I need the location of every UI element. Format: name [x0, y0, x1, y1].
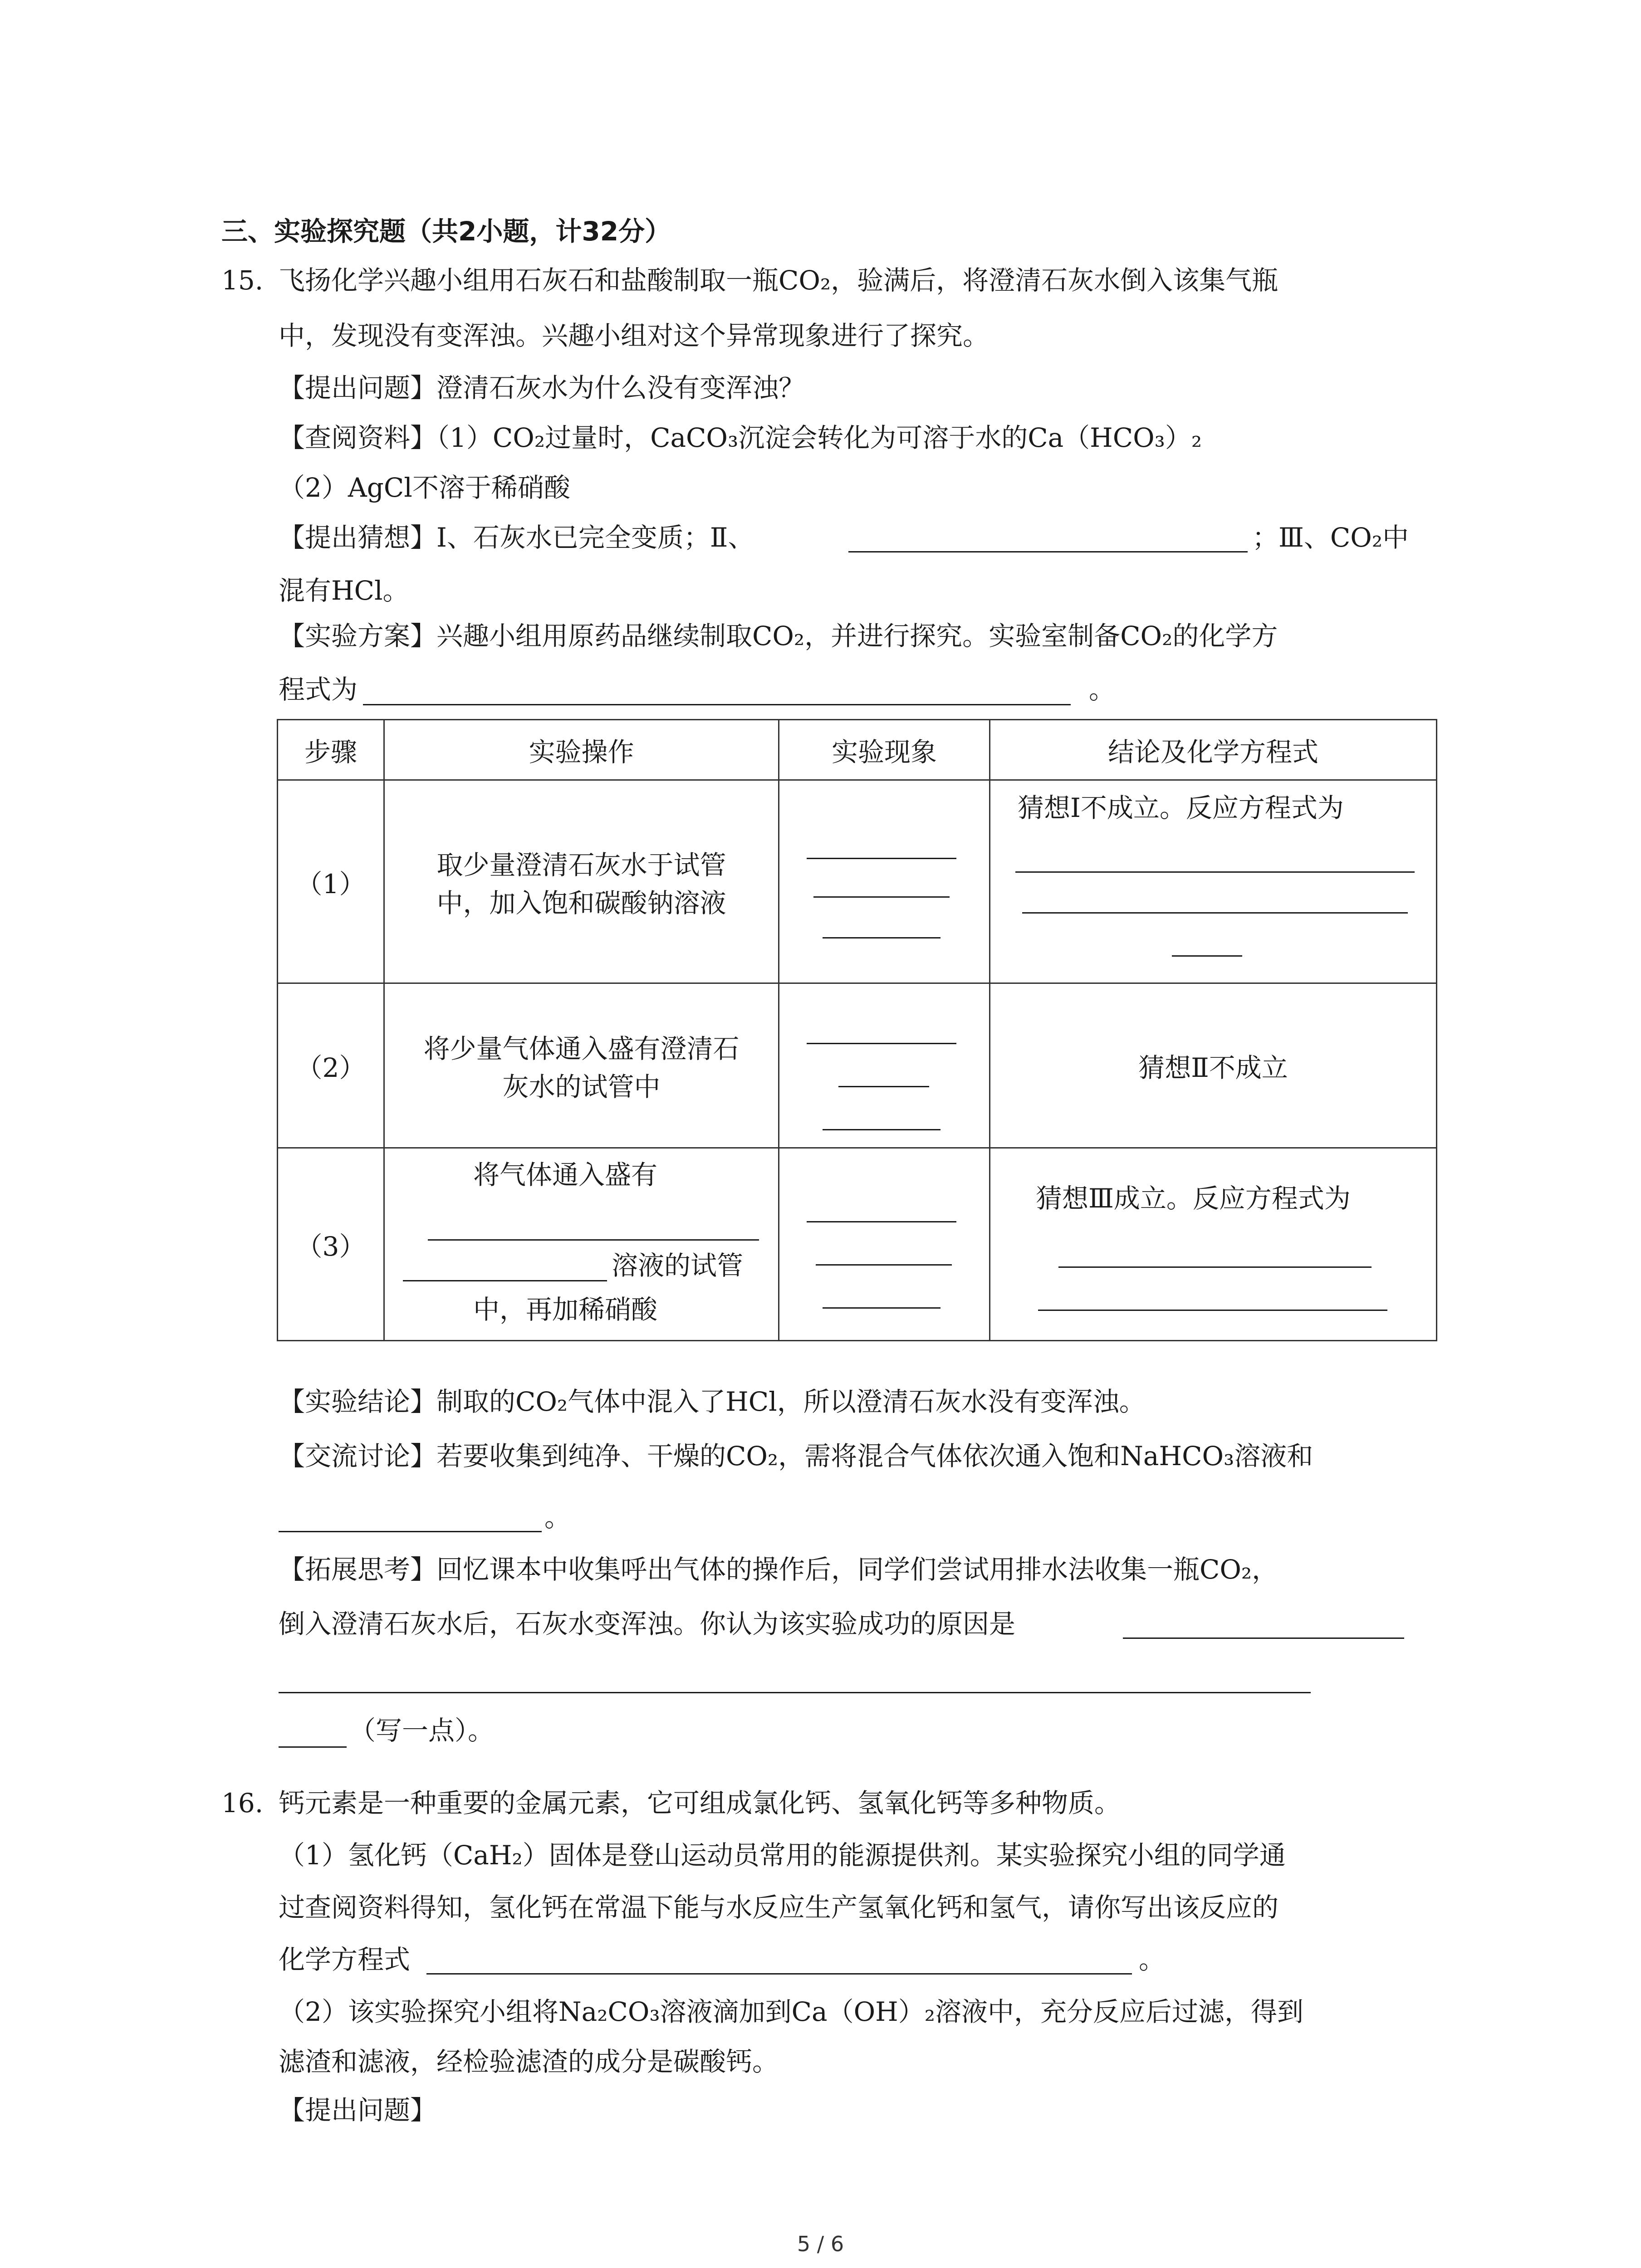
q16-equation-blank[interactable] — [426, 1973, 1132, 1975]
q16-line6: 滤渣和滤液，经检验滤渣的成分是碳酸钙。 — [279, 2046, 779, 2077]
row3-equation-blank-2[interactable] — [1038, 1310, 1387, 1311]
row1-step: （1） — [278, 780, 384, 983]
row3-equation-blank-1[interactable] — [1058, 1266, 1372, 1268]
q15-intro-line2: 中，发现没有变浑浊。兴趣小组对这个异常现象进行了探究。 — [279, 320, 989, 351]
q16-line5: （2）该实验探究小组将Na₂CO₃溶液滴加到Ca（OH）₂溶液中，充分反应后过滤，得到 — [279, 1996, 1304, 2027]
extend-blank-2[interactable] — [279, 1692, 1311, 1693]
q15-question: 【提出问题】澄清石灰水为什么没有变浑浊？ — [279, 372, 805, 403]
row3-phenomenon-blank-3[interactable] — [823, 1307, 941, 1309]
row3-step: （3） — [278, 1148, 384, 1341]
header-phenomenon: 实验现象 — [779, 720, 990, 780]
row3-op-line3: 中，再加稀硝酸 — [473, 1294, 658, 1325]
row3-op-line2: 溶液的试管 — [612, 1250, 744, 1281]
row3-phenomenon-blank-1[interactable] — [807, 1221, 956, 1222]
q15-extend-line1: 【拓展思考】回忆课本中收集呼出气体的操作后，同学们尝试用排水法收集一瓶CO₂， — [279, 1554, 1279, 1585]
extend-blank-3[interactable] — [279, 1746, 347, 1748]
table-header-row — [278, 720, 1437, 780]
table-row — [278, 983, 1437, 1148]
row2-op-line1: 将少量气体通入盛有澄清石 — [423, 1033, 740, 1064]
guess-blank[interactable] — [848, 551, 1248, 552]
row2-phenomenon-blank-2[interactable] — [838, 1086, 929, 1087]
q15-discussion-end: 。 — [544, 1502, 571, 1533]
q16-line7: 【提出问题】 — [279, 2095, 437, 2126]
q15-guess-c: 混有HCl。 — [279, 575, 409, 606]
q15-plan-line2-b: 。 — [1089, 674, 1116, 705]
row3-phenomenon — [779, 1148, 990, 1341]
table-row — [278, 780, 1437, 983]
row3-phenomenon-blank-2[interactable] — [816, 1264, 952, 1266]
q16-line4-b: 。 — [1139, 1944, 1166, 1975]
q16-line3: 过查阅资料得知，氢化钙在常温下能与水反应生产氢氧化钙和氢气，请你写出该反应的 — [279, 1892, 1279, 1923]
row3-conclusion — [990, 1148, 1437, 1341]
q16-line4-a: 化学方程式 — [279, 1944, 411, 1975]
row1-conclusion — [990, 780, 1437, 983]
table-row — [278, 1148, 1437, 1341]
row1-phenomenon-blank-1[interactable] — [807, 858, 956, 859]
q15-guess-b: ；Ⅲ、CO₂中 — [1252, 522, 1409, 553]
q15-intro-line1: 飞扬化学兴趣小组用石灰石和盐酸制取一瓶CO₂，验满后，将澄清石灰水倒入该集气瓶 — [279, 265, 1279, 296]
q15-number: 15. — [221, 265, 264, 296]
header-conclusion: 结论及化学方程式 — [990, 720, 1437, 780]
row1-phenomenon-blank-3[interactable] — [823, 937, 941, 938]
q15-info2: （2）AgCl不溶于稀硝酸 — [279, 472, 570, 503]
header-operation: 实验操作 — [384, 720, 779, 780]
page-number: 5 / 6 — [797, 2232, 844, 2256]
row2-phenomenon — [779, 983, 990, 1148]
q15-info1: 【查阅资料】（1）CO₂过量时，CaCO₃沉淀会转化为可溶于水的Ca（HCO₃）₂ — [279, 422, 1202, 453]
q15-plan-line2-a: 程式为 — [279, 674, 358, 705]
row3-conclusion-text: 猜想Ⅲ成立。反应方程式为 — [1036, 1183, 1351, 1214]
row1-equation-blank-3[interactable] — [1172, 955, 1242, 957]
row1-phenomenon — [779, 780, 990, 983]
q16-line1: 钙元素是一种重要的金属元素，它可组成氯化钙、氢氧化钙等多种物质。 — [279, 1788, 1121, 1818]
row2-conclusion: 猜想Ⅱ不成立 — [990, 983, 1437, 1148]
q16-line2: （1）氢化钙（CaH₂）固体是登山运动员常用的能源提供剂。某实验探究小组的同学通 — [279, 1840, 1286, 1871]
row3-op-line1: 将气体通入盛有 — [473, 1159, 658, 1190]
row3-reagent-blank-2[interactable] — [403, 1280, 607, 1281]
row1-conclusion-text: 猜想Ⅰ不成立。反应方程式为 — [1018, 792, 1344, 823]
experiment-table — [277, 719, 1437, 1341]
row2-operation — [384, 983, 779, 1148]
row3-reagent-blank-1[interactable] — [428, 1239, 759, 1241]
discussion-blank[interactable] — [279, 1531, 542, 1532]
row1-phenomenon-blank-2[interactable] — [813, 896, 950, 898]
extend-blank-1[interactable] — [1123, 1637, 1404, 1639]
q15-conclusion: 【实验结论】制取的CO₂气体中混入了HCl，所以澄清石灰水没有变浑浊。 — [279, 1386, 1146, 1417]
row3-operation — [384, 1148, 779, 1341]
row1-op-line2: 中，加入饱和碳酸钠溶液 — [436, 887, 726, 919]
q15-extend-end: （写一点）。 — [349, 1715, 495, 1746]
header-step: 步骤 — [278, 720, 384, 780]
q15-discussion: 【交流讨论】若要收集到纯净、干燥的CO₂，需将混合气体依次通入饱和NaHCO₃溶液和 — [279, 1441, 1313, 1471]
section-title: 三、实验探究题（共2小题，计32分） — [221, 216, 671, 247]
row1-op-line1: 取少量澄清石灰水于试管 — [436, 849, 726, 880]
row1-equation-blank-2[interactable] — [1022, 912, 1408, 914]
row1-equation-blank-1[interactable] — [1015, 871, 1415, 873]
row1-operation — [384, 780, 779, 983]
q15-plan-line1: 【实验方案】兴趣小组用原药品继续制取CO₂，并进行探究。实验室制备CO₂的化学方 — [279, 621, 1278, 651]
row2-phenomenon-blank-3[interactable] — [823, 1129, 941, 1130]
q15-extend-line2: 倒入澄清石灰水后，石灰水变浑浊。你认为该实验成功的原因是 — [279, 1608, 1016, 1639]
q15-guess-a: 【提出猜想】Ⅰ、石灰水已完全变质；Ⅱ、 — [279, 522, 754, 553]
equation-blank[interactable] — [363, 704, 1071, 705]
row2-op-line2: 灰水的试管中 — [502, 1071, 661, 1102]
row2-phenomenon-blank-1[interactable] — [807, 1043, 956, 1044]
row2-step: （2） — [278, 983, 384, 1148]
q16-number: 16. — [221, 1788, 264, 1818]
